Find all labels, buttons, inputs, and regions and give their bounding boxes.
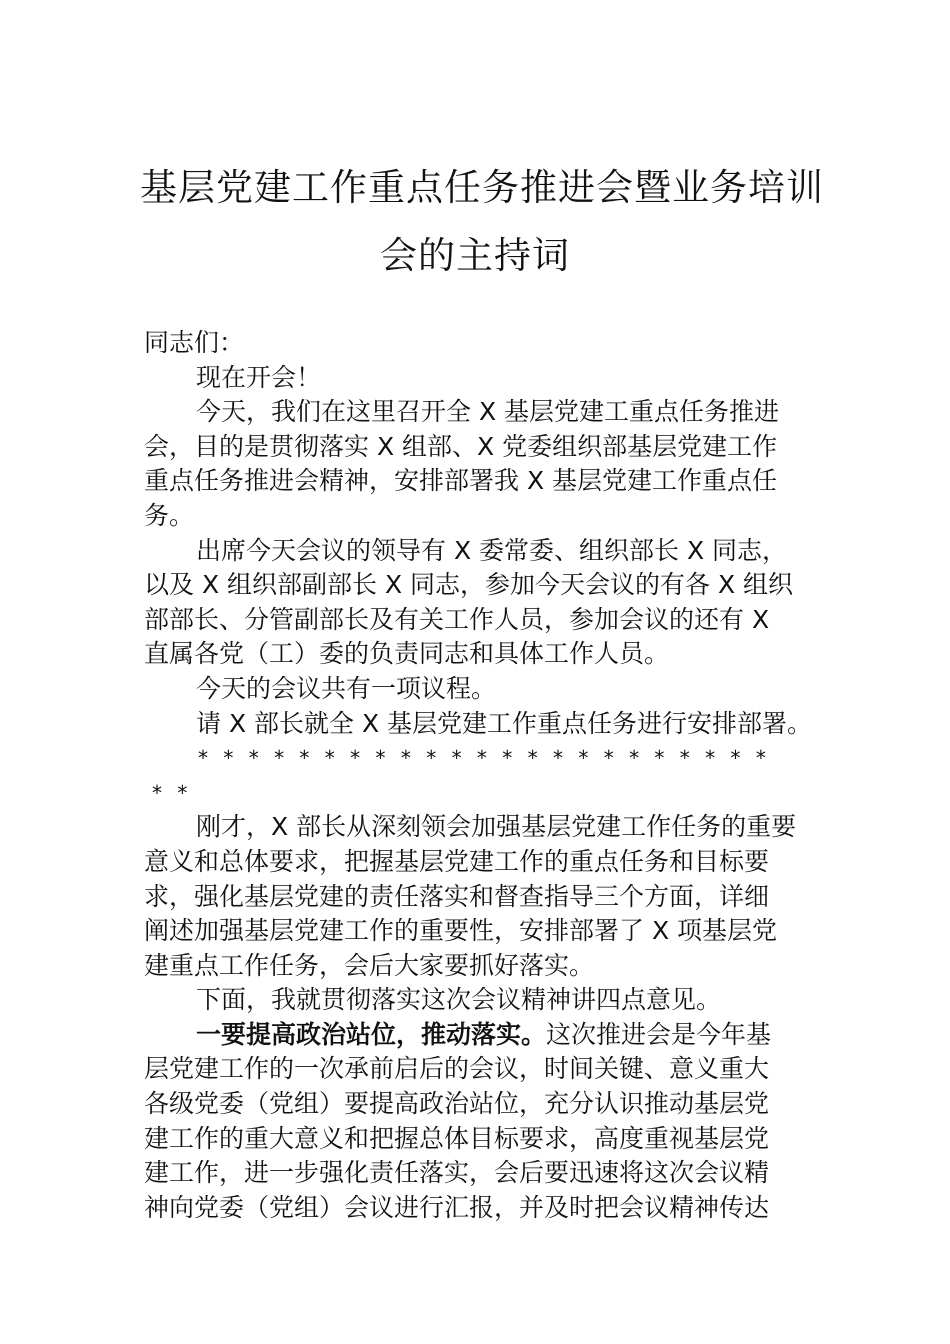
paragraph-line: 层党建工作的一次承前启后的会议，时间关键、意义重大 [144, 1054, 770, 1084]
paragraph-line: 下面，我就贯彻落实这次会议精神讲四点意见。 [196, 985, 722, 1015]
paragraph-line: 请 X 部长就全 X 基层党建工作重点任务进行安排部署。 [196, 708, 813, 738]
paragraph-line: 建重点工作任务，会后大家要抓好落实。 [144, 950, 595, 980]
paragraph-text: 这次推进会是今年基 [546, 1019, 772, 1049]
paragraph-line: 直属各党（工）委的负责同志和具体工作人员。 [144, 639, 670, 669]
separator-stars: * * * * * * * * * * * * * * * * * * * * * * * [198, 746, 766, 771]
paragraph-line: 各级党委（党组）要提高政治站位，充分认识推动基层党 [144, 1089, 770, 1119]
paragraph-line [144, 1018, 812, 1053]
paragraph-line: 现在开会！ [196, 362, 322, 392]
document-body [144, 326, 812, 1225]
paragraph-line: 刚才，X 部长从深刻领会加强基层党建工作任务的重要 [196, 812, 797, 842]
section-heading: 一要提高政治站位，推动落实。 [196, 1019, 547, 1049]
paragraph-line: 部部长、分管副部长及有关工作人员，参加会议的还有 X [144, 604, 770, 634]
separator-stars: * * [152, 780, 188, 805]
document-title-line-1: 基层党建工作重点任务推进会暨业务培训 [140, 166, 824, 209]
paragraph-line: 今天，我们在这里召开全 X 基层党建工重点任务推进 [196, 397, 780, 427]
paragraph-line: 神向党委（党组）会议进行汇报，并及时把会议精神传达 [144, 1192, 770, 1222]
paragraph-line: 重点任务推进会精神，安排部署我 X 基层党建工作重点任 [144, 466, 778, 496]
paragraph-line: 以及 X 组织部副部长 X 同志，参加今天会议的有各 X 组织 [144, 570, 794, 600]
paragraph-line: 出席今天会议的领导有 X 委常委、组织部长 X 同志， [196, 535, 788, 565]
paragraph-line: 务。 [144, 500, 195, 530]
paragraph-line: 建工作的重大意义和把握总体目标要求，高度重视基层党 [144, 1123, 770, 1153]
paragraph-line: 今天的会议共有一项议程。 [196, 673, 497, 703]
document-title-line-2: 会的主持词 [380, 234, 570, 277]
paragraph-line: 求，强化基层党建的责任落实和督查指导三个方面，详细 [144, 881, 770, 911]
salutation: 同志们： [144, 328, 245, 357]
paragraph-line: 阐述加强基层党建工作的重要性，安排部署了 X 项基层党 [144, 916, 778, 946]
paragraph-line: 会，目的是贯彻落实 X 组部、X 党委组织部基层党建工作 [144, 431, 778, 461]
paragraph-line: 意义和总体要求，把握基层党建工作的重点任务和目标要 [144, 846, 770, 876]
paragraph-line: 建工作，进一步强化责任落实，会后要迅速将这次会议精 [144, 1158, 770, 1188]
